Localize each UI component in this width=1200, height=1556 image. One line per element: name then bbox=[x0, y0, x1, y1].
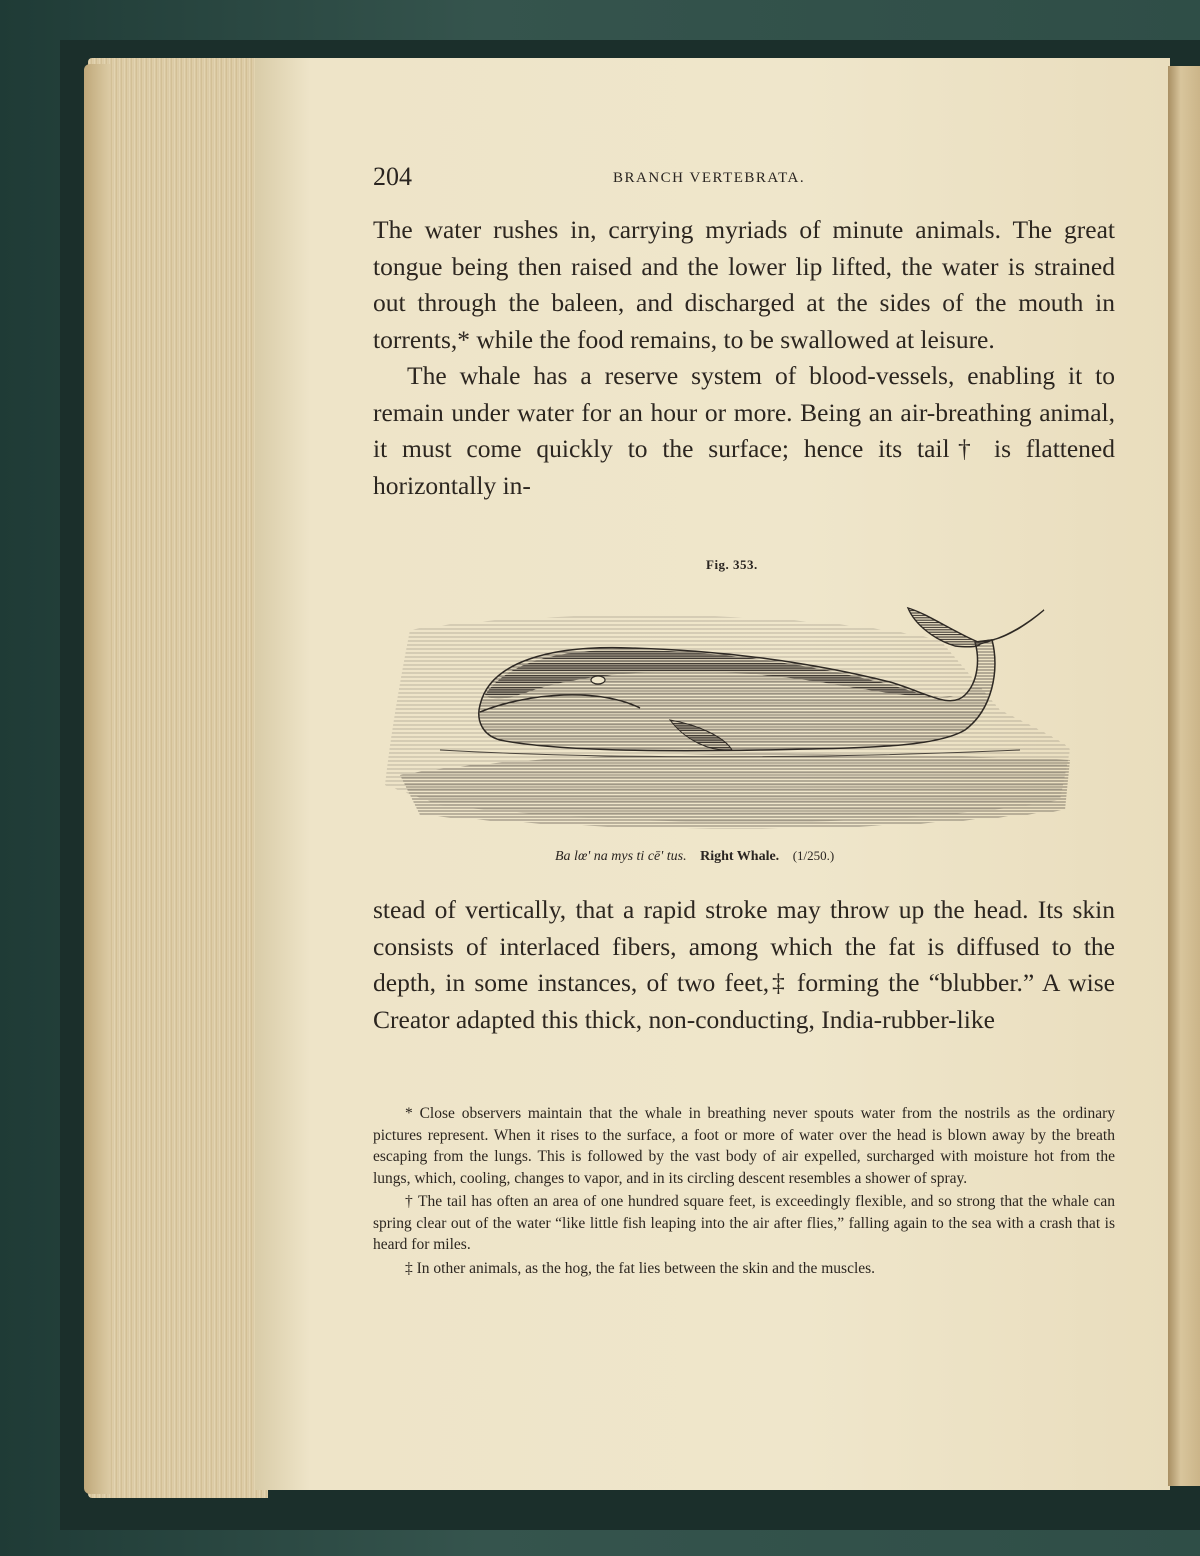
paragraph-3: stead of vertically, that a rapid stroke may throw up the head. Its skin consists of interlaced fibers, among which the fat is diffused to the depth, in some instances, of two feet,‡ forming the “blubber.” A wise Creator adapted this thick, non-conducting, India-rubber-like bbox=[373, 895, 1115, 1034]
figure-label: Fig. 353. bbox=[706, 557, 758, 572]
book-gutter bbox=[1168, 66, 1200, 1486]
page-number: 204 bbox=[373, 162, 412, 191]
footnote-double-dagger: ‡ In other animals, as the hog, the fat lies between the skin and the muscles. bbox=[405, 1259, 876, 1277]
caption-scale: (1/250.) bbox=[792, 848, 835, 863]
body-text-top bbox=[373, 212, 1115, 504]
sea-foreground bbox=[400, 754, 1070, 829]
caption-latin-name: Ba lœ' na mys ti cē' tus. bbox=[555, 849, 687, 864]
whale-eye bbox=[591, 676, 605, 684]
page-stack bbox=[88, 58, 268, 1498]
footnote-asterisk: * Close observers maintain that the whale in breathing never spouts water from the nostrils as the ordinary pictures represent. When it rises to the surface, a foot or more of water over the head is blown away by the breath escaping from the lungs. This is followed by the vast body of air expelled, surcharged with moisture hot from the lungs, which, cooling, changes to vapor, and in its circling descent resembles a shower of spray. bbox=[373, 1105, 1115, 1187]
figure-caption bbox=[555, 848, 975, 865]
page-header bbox=[373, 162, 1118, 192]
whale-figure bbox=[380, 600, 1080, 840]
paragraph-1: The water rushes in, carrying myriads of minute animals. The great tongue being then raised and the lower lip lifted, the water is strained out through the baleen, and discharged at the sides of the mouth in torrents,* while the food remains, to be swallowed at leisure. bbox=[373, 215, 1115, 354]
body-text-bottom bbox=[373, 892, 1115, 1038]
footnotes bbox=[373, 1103, 1115, 1281]
caption-common-name: Right Whale. bbox=[700, 849, 780, 864]
paragraph-2: The whale has a reserve system of blood-vessels, enabling it to remain under water for an hour or more. Being an air-breathing animal, it must come quickly to the surface; hence its tail† is flattened horizontally in- bbox=[373, 361, 1115, 500]
whale-illustration bbox=[380, 600, 1080, 840]
footnote-dagger: † The tail has often an area of one hundred square feet, is exceedingly flexible, and so strong that the whale can spring clear out of the water “like little fish leaping into the air after flies,” falling again to the sea with a crash that is heard for miles. bbox=[373, 1193, 1115, 1253]
page-stack-edge bbox=[84, 64, 110, 1494]
running-head: BRANCH VERTEBRATA. bbox=[613, 170, 806, 186]
